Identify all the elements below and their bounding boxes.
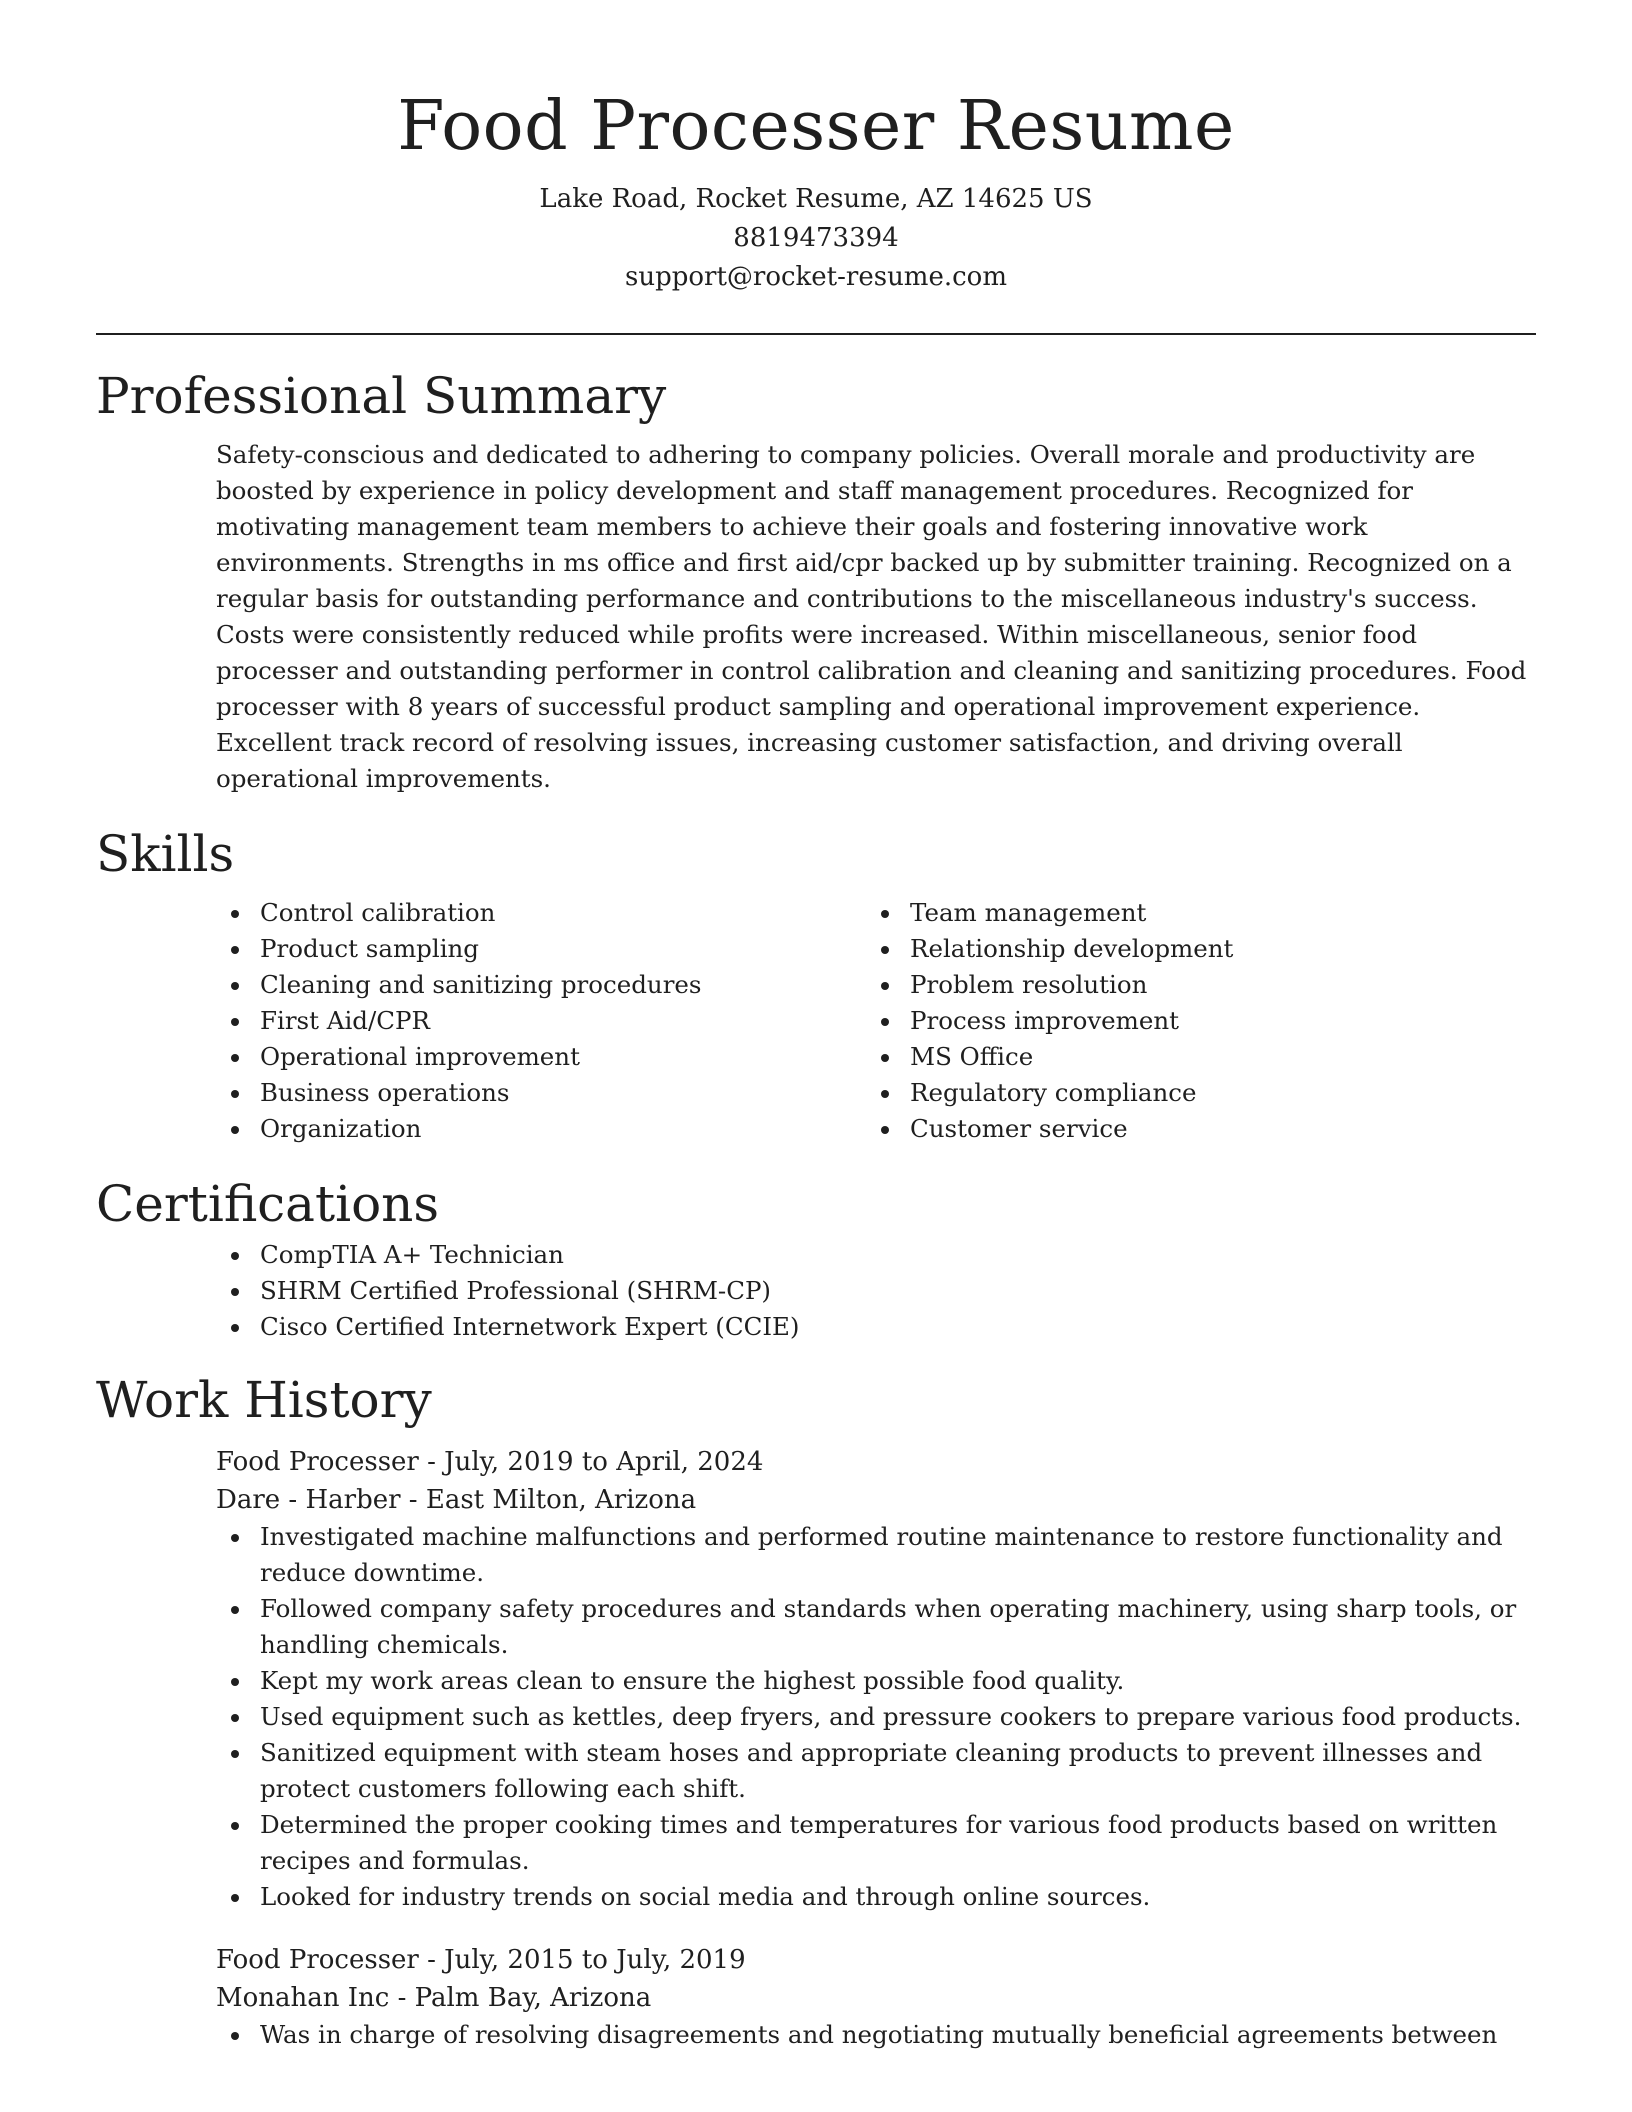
certification-item: Cisco Certified Internetwork Expert (CCIE) xyxy=(216,1309,1528,1345)
section-heading-skills: Skills xyxy=(96,825,235,883)
skill-item: Process improvement xyxy=(866,1003,1516,1039)
skills-section xyxy=(96,821,1536,1147)
skill-item: First Aid/CPR xyxy=(216,1003,866,1039)
skills-list-right xyxy=(866,895,1516,1147)
skill-item: Control calibration xyxy=(216,895,866,931)
header-divider xyxy=(96,333,1536,335)
contact-email: support@rocket-resume.com xyxy=(624,262,1007,292)
job-duty: Sanitized equipment with steam hoses and appropriate cleaning products to prevent illnesses and protect customers following each shift. xyxy=(216,1735,1528,1807)
resume-page xyxy=(96,0,1536,2053)
contact-address: Lake Road, Rocket Resume, AZ 14625 US xyxy=(539,184,1093,214)
skills-list-left xyxy=(216,895,866,1147)
professional-summary-section xyxy=(96,363,1536,797)
section-heading-certifications: Certifications xyxy=(96,1175,440,1233)
skill-item: Customer service xyxy=(866,1111,1516,1147)
section-heading-work-history: Work History xyxy=(96,1371,432,1429)
job-employer-location: Monahan Inc - Palm Bay, Arizona xyxy=(216,1983,652,2013)
job-title-dates: Food Processer - July, 2019 to April, 2024 xyxy=(216,1447,764,1477)
job-duty: Kept my work areas clean to ensure the highest possible food quality. xyxy=(216,1663,1528,1699)
certifications-list xyxy=(216,1237,1528,1345)
certification-item: SHRM Certified Professional (SHRM-CP) xyxy=(216,1273,1528,1309)
contact-phone: 8819473394 xyxy=(733,223,899,253)
skill-item: Problem resolution xyxy=(866,967,1516,1003)
job-entry xyxy=(216,1443,1528,1915)
job-title-dates: Food Processer - July, 2015 to July, 2019 xyxy=(216,1945,746,1975)
job-duty: Was in charge of resolving disagreements and negotiating mutually beneficial agreements between xyxy=(216,2017,1528,2053)
skill-item: Regulatory compliance xyxy=(866,1075,1516,1111)
skill-item: MS Office xyxy=(866,1039,1516,1075)
skill-item: Cleaning and sanitizing procedures xyxy=(216,967,866,1003)
job-duties-list xyxy=(216,1519,1528,1915)
job-entry xyxy=(216,1941,1528,2053)
job-duty: Determined the proper cooking times and temperatures for various food products based on written recipes and formulas. xyxy=(216,1807,1528,1879)
job-duty: Investigated machine malfunctions and performed routine maintenance to restore functionality and reduce downtime. xyxy=(216,1519,1528,1591)
skill-item: Business operations xyxy=(216,1075,866,1111)
skill-item: Operational improvement xyxy=(216,1039,866,1075)
skill-item: Organization xyxy=(216,1111,866,1147)
job-duty: Looked for industry trends on social media and through online sources. xyxy=(216,1879,1528,1915)
contact-info xyxy=(96,180,1536,297)
certification-item: CompTIA A+ Technician xyxy=(216,1237,1528,1273)
skill-item: Team management xyxy=(866,895,1516,931)
job-duty: Used equipment such as kettles, deep fryers, and pressure cookers to prepare various food products. xyxy=(216,1699,1528,1735)
job-duties-list xyxy=(216,2017,1528,2053)
skill-item: Relationship development xyxy=(866,931,1516,967)
summary-text: Safety-conscious and dedicated to adhering to company policies. Overall morale and productivity are boosted by experience in policy development and staff management procedures. Recognized for motivating management team members to achieve their goals and fostering innovative work environments. Strengths in ms office and first aid/cpr backed up by submitter training. Recognized on a regular basis for outstanding performance and contributions to the miscellaneous industry's success. Costs were consistently reduced while profits were increased. Within miscellaneous, senior food processer and outstanding performer in control calibration and cleaning and sanitizing procedures. Food processer with 8 years of successful product sampling and operational improvement experience. Excellent track record of resolving issues, increasing customer satisfaction, and driving overall operational improvements. xyxy=(216,440,1527,793)
resume-title: Food Processer Resume xyxy=(397,87,1235,166)
work-history-section xyxy=(96,1367,1536,2053)
certifications-section xyxy=(96,1171,1536,1345)
resume-header xyxy=(96,0,1536,297)
job-employer-location: Dare - Harber - East Milton, Arizona xyxy=(216,1485,697,1515)
job-duty: Followed company safety procedures and standards when operating machinery, using sharp tools, or handling chemicals. xyxy=(216,1591,1528,1663)
skill-item: Product sampling xyxy=(216,931,866,967)
skills-grid xyxy=(216,895,1528,1147)
section-heading-summary: Professional Summary xyxy=(96,367,667,425)
